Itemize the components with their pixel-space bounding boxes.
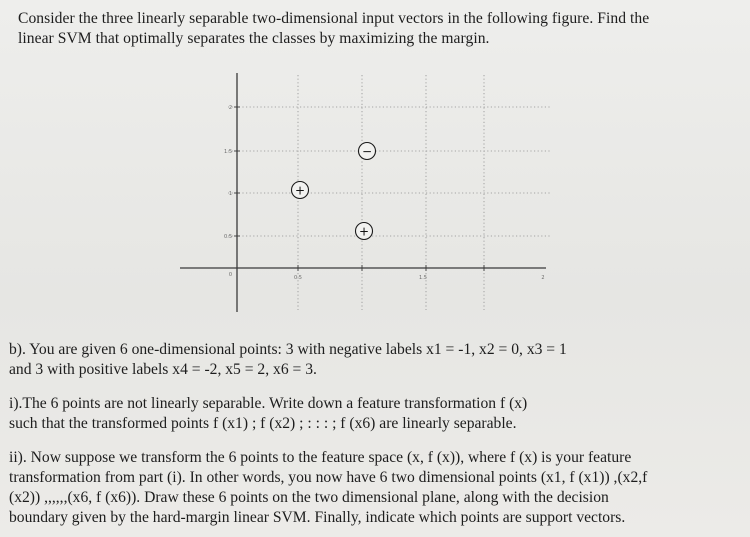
part-ii-line-1: ii). Now suppose we transform the 6 points to the feature space (x, f (x)), where f (x) is your feature	[9, 449, 632, 466]
figure-grid	[228, 75, 550, 310]
y-tick-label-2: 2	[228, 105, 232, 111]
part-i-line-2: such that the transformed points f (x1) ; f (x2) ; : : : ; f (x6) are linearly separable.	[9, 415, 517, 432]
positive-point-1-sign: +	[294, 183, 306, 198]
axis-ticks	[234, 107, 484, 271]
part-b-line-2: and 3 with positive labels x4 = -2, x5 = 2, x6 = 3.	[9, 361, 317, 378]
positive-point-1	[292, 182, 309, 199]
positive-point-2	[356, 223, 373, 240]
part-i-line-1: i).The 6 points are not linearly separable. Write down a feature transformation f (x)	[9, 395, 528, 412]
y-tick-label-0: 0	[228, 272, 232, 278]
part-i-text	[9, 394, 527, 434]
y-tick-label-1_5: 1.5	[224, 149, 232, 155]
negative-point-1-sign: −	[361, 144, 373, 159]
question-line-1: Consider the three linearly separable two-dimensional input vectors in the following figure. Find the	[18, 10, 650, 27]
x-tick-label-0_5: 0.5	[294, 275, 302, 281]
question-line-2: linear SVM that optimally separates the classes by maximizing the margin.	[18, 30, 490, 47]
y-tick-label-0_5: 0.5	[224, 234, 232, 240]
y-tick-label-1: 1	[228, 191, 232, 197]
part-b-line-1: b). You are given 6 one-dimensional points: 3 with negative labels x1 = -1, x2 = 0, x3 = 1	[9, 341, 567, 358]
negative-point-1	[359, 143, 376, 160]
part-ii-line-2: transformation from part (i). In other words, you now have 6 two dimensional points (x1, f (x1)) ,(x2,f	[9, 469, 648, 486]
part-ii-text	[9, 448, 647, 528]
part-b-text	[9, 340, 567, 380]
part-ii-line-4: boundary given by the hard-margin linear SVM. Finally, indicate which points are support vectors.	[9, 509, 626, 526]
positive-point-2-sign: +	[358, 224, 370, 239]
part-ii-line-3: (x2)) ,,,,,,(x6, f (x6)). Draw these 6 points on the two dimensional plane, along with the decision	[9, 489, 609, 506]
x-tick-label-2: 2	[541, 275, 545, 281]
x-tick-label-1_5: 1.5	[419, 275, 427, 281]
